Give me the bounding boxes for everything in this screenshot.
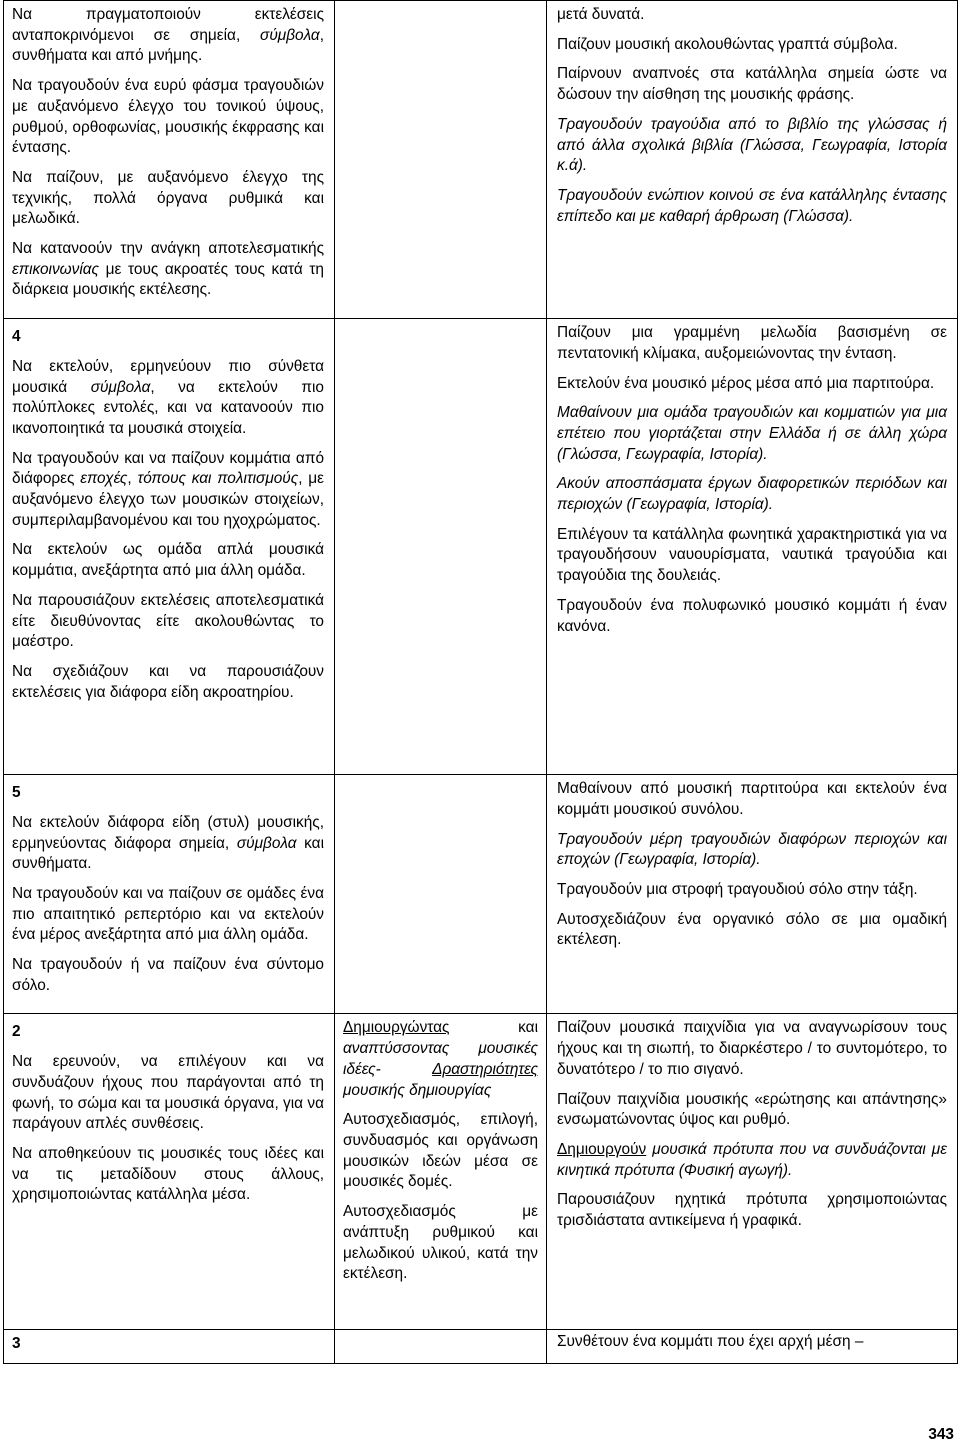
text-run: Παίζουν μουσική ακολουθώντας γραπτά σύμβολα. xyxy=(557,35,898,53)
paragraph xyxy=(557,910,947,951)
paragraph xyxy=(557,830,947,871)
text-run: , με αυξανόμενο έλεγχο των μουσικών στοιχείων, συμπεριλαμβανομένου και του ηχοχρώματος. xyxy=(12,470,325,529)
emphasized-text: εποχές xyxy=(80,470,128,488)
paragraph xyxy=(557,1190,947,1231)
paragraph xyxy=(12,1144,324,1206)
text-run: Να τραγουδούν ή να παίζουν ένα σύντομο σόλο. xyxy=(12,956,324,994)
paragraph xyxy=(12,168,324,230)
text-run: Να εκτελούν διάφορα είδη (στυλ) μουσικής, ερμηνεύοντας διάφορα σημεία, xyxy=(12,813,324,852)
activities-cell xyxy=(547,1,958,319)
text-run: , xyxy=(127,470,138,488)
text-run: Να πραγματοποιούν εκτελέσεις ανταποκρινόμενοι σε σημεία, xyxy=(12,6,324,44)
paragraph xyxy=(12,5,324,67)
paragraph xyxy=(557,1332,947,1353)
paragraph xyxy=(557,64,947,105)
text-run: Παίρνουν αναπνοές στα κατάλληλα σημεία ώστε να δώσουν την αίσθηση της μουσικής φράσης. xyxy=(557,65,947,104)
emphasized-text: σύμβολα xyxy=(260,26,320,44)
text-run: Να εκτελούν, ερμηνεύουν πιο σύνθετα μουσικά xyxy=(12,357,324,396)
objectives-cell xyxy=(4,319,335,775)
paragraph xyxy=(557,474,947,515)
curriculum-table-body xyxy=(4,1,958,1364)
paragraph xyxy=(557,1018,947,1080)
text-run: και xyxy=(449,1019,538,1037)
paragraph xyxy=(557,779,947,820)
paragraph xyxy=(557,525,947,587)
text-run: μετά δυνατά. xyxy=(557,6,645,23)
emphasized-text: Μαθαίνουν μια ομάδα τραγουδιών και κομματιών για μια επέτειο που γιορτάζεται στην Ελλάδα ή σε άλλη χώρα (Γλώσσα, Γεωγραφία, Ιστορία). xyxy=(557,404,947,463)
text-run: Να τραγουδούν και να παίζουν κομμάτια από διάφορες xyxy=(12,449,324,488)
emphasized-text: μουσικής δημιουργίας xyxy=(343,1081,492,1099)
text-run: Επιλέγουν τα κατάλληλα φωνητικά χαρακτηριστικά για να τραγουδήσουν ναυουρίσματα, ναυτικά τραγούδια και τραγούδια της δουλειάς. xyxy=(557,525,947,585)
level-number: 2 xyxy=(12,1023,21,1041)
text-run: Παίζουν παιχνίδια μουσικής «ερώτησης και απάντησης» ενσωματώνοντας ύψος και ρυθμό. xyxy=(557,1090,947,1129)
emphasized-text: μουσικά πρότυπα που να συνδυάζονται με κινητικά πρότυπα (Φυσική αγωγή). xyxy=(557,1140,947,1179)
paragraph xyxy=(12,813,324,875)
table-row xyxy=(4,1330,958,1364)
paragraph xyxy=(557,403,947,465)
paragraph xyxy=(557,374,947,395)
paragraph xyxy=(557,596,947,637)
text-run: Παρουσιάζουν ηχητικά πρότυπα χρησιμοποιώντας τρισδιάστατα αντικείμενα ή γραφικά. xyxy=(557,1191,947,1230)
emphasized-text: Τραγουδούν μέρη τραγουδιών διαφόρων περιοχών και εποχών (Γεωγραφία, Ιστορία). xyxy=(557,830,947,869)
paragraph xyxy=(12,1052,324,1135)
text-run: Παίζουν μουσικά παιχνίδια για να αναγνωρίσουν τους ήχους και τη σιωπή, το διαρκέστερο / το συντομότερο, το δυνατότερο / το πιο σιγανό. xyxy=(557,1019,947,1078)
emphasized-text: Δραστηριότητες xyxy=(432,1060,538,1078)
table-row xyxy=(4,775,958,1014)
page-number: 343 xyxy=(928,1426,954,1443)
paragraph xyxy=(557,35,947,56)
objectives-cell xyxy=(4,1330,335,1364)
text-run: και συνθήματα. xyxy=(12,834,325,873)
table-row xyxy=(4,1,958,319)
emphasized-text: σύμβολα xyxy=(90,378,151,396)
activities-cell xyxy=(547,319,958,775)
text-run: Συνθέτουν ένα κομμάτι που έχει αρχή μέση – xyxy=(557,1333,864,1351)
text-run: Μαθαίνουν από μουσική παρτιτούρα και εκτελούν ένα κομμάτι μουσικού συνόλου. xyxy=(557,780,947,818)
paragraph xyxy=(12,449,324,532)
emphasized-text: Τραγουδούν τραγούδια από το βιβλίο της γλώσσας ή από άλλα σχολικά βιβλία (Γλώσσα, Γεωγραφία, Ιστορία κ.ά). xyxy=(557,115,947,175)
emphasized-text: αναπτύσσοντας μουσικές ιδέες- xyxy=(343,1040,538,1078)
emphasized-text: Τραγουδούν ενώπιον κοινού σε ένα κατάλληλης έντασης επίπεδο και με καθαρή άρθρωση (Γλώσσα). xyxy=(557,186,947,225)
text-run: Να αποθηκεύουν τις μουσικές τους ιδέες και να τις μεταδίδουν στους άλλους, χρησιμοποιώντας κατάλληλα μέσα. xyxy=(12,1144,324,1204)
paragraph xyxy=(12,76,324,159)
activities-cell xyxy=(547,1014,958,1330)
paragraph xyxy=(12,955,324,996)
text-run: Τραγουδούν μια στροφή τραγουδιού σόλο στην τάξη. xyxy=(557,880,918,898)
text-run: Να τραγουδούν και να παίζουν σε ομάδες ένα πιο απαιτητικό ρεπερτόριο και να εκτελούν ένα μέρος ανεξάρτητα από μια άλλη ομάδα. xyxy=(12,884,324,944)
emphasized-text: επικοινωνίας xyxy=(12,260,100,278)
objectives-cell xyxy=(4,1014,335,1330)
topic-cell xyxy=(335,775,547,1014)
paragraph xyxy=(557,1140,947,1181)
objectives-cell xyxy=(4,1,335,319)
paragraph xyxy=(343,1110,538,1193)
level-number: 3 xyxy=(12,1335,21,1353)
paragraph xyxy=(12,884,324,946)
text-run: Αυτοσχεδιασμός με ανάπτυξη ρυθμικού και μελωδικού υλικού, κατά την εκτέλεση. xyxy=(343,1203,538,1283)
text-run: , να εκτελούν πιο πολύπλοκες εντολές, και να κατανοούν πιο ικανοποιητικά τα μουσικά στοιχεία. xyxy=(12,378,324,437)
emphasized-text: τόπους και πολιτισμούς xyxy=(137,470,299,488)
text-run: Εκτελούν ένα μουσικό μέρος μέσα από μια παρτιτούρα. xyxy=(557,374,935,392)
paragraph xyxy=(12,239,324,301)
text-run: Να τραγουδούν ένα ευρύ φάσμα τραγουδιών με αυξανόμενο έλεγχο του τονικού ύψους, ρυθμού, ορθοφωνίας, μουσικής έκφρασης και έντασης. xyxy=(12,77,324,157)
emphasized-text: σύμβολα xyxy=(236,834,297,852)
level-number: 5 xyxy=(12,784,21,802)
text-run: , συνθήματα και από μνήμης. xyxy=(12,26,324,65)
text-run: Να σχεδιάζουν και να παρουσιάζουν εκτελέσεις για διάφορα είδη ακροατηρίου. xyxy=(12,662,324,701)
emphasized-text: Δημιουργούν xyxy=(557,1140,647,1158)
emphasized-text: Ακούν αποσπάσματα έργων διαφορετικών περιόδων και περιοχών (Γεωγραφία, Ιστορία). xyxy=(557,475,947,514)
text-run: Να εκτελούν ως ομάδα απλά μουσικά κομμάτια, ανεξάρτητα από μια άλλη ομάδα. xyxy=(12,541,324,580)
curriculum-table xyxy=(3,0,958,1364)
topic-cell xyxy=(335,1330,547,1364)
topic-cell xyxy=(335,319,547,775)
paragraph xyxy=(12,662,324,703)
activities-cell xyxy=(547,1330,958,1364)
level-number: 4 xyxy=(12,328,21,346)
paragraph xyxy=(557,880,947,901)
text-run: με τους ακροατές τους κατά τη διάρκεια μουσικής εκτέλεσης. xyxy=(12,260,324,299)
emphasized-text: Δημιουργώντας xyxy=(343,1019,450,1037)
table-row xyxy=(4,319,958,775)
activities-cell xyxy=(547,775,958,1014)
paragraph xyxy=(557,323,947,364)
topic-cell xyxy=(335,1,547,319)
text-run: Αυτοσχεδιασμός, επιλογή, συνδυασμός και οργάνωση μουσικών ιδεών μέσα σε μουσικές δομές. xyxy=(343,1111,538,1191)
text-run: Παίζουν μια γραμμένη μελωδία βασισμένη σε πεντατονική κλίμακα, αυξομειώνοντας την ένταση. xyxy=(557,324,947,362)
paragraph xyxy=(557,115,947,177)
topic-cell xyxy=(335,1014,547,1330)
objectives-cell xyxy=(4,775,335,1014)
text-run: Να παρουσιάζουν εκτελέσεις αποτελεσματικά είτε διευθύνοντας είτε ακολουθώντας το μαέστρο. xyxy=(12,591,324,651)
paragraph xyxy=(343,1018,538,1101)
paragraph xyxy=(12,357,324,440)
paragraph xyxy=(12,540,324,581)
text-run: Να παίζουν, με αυξανόμενο έλεγχο της τεχνικής, πολλά όργανα ρυθμικά και μελωδικά. xyxy=(12,168,324,228)
text-run: Τραγουδούν ένα πολυφωνικό μουσικό κομμάτι ή έναν κανόνα. xyxy=(557,596,947,635)
paragraph xyxy=(557,186,947,227)
paragraph xyxy=(343,1202,538,1285)
paragraph xyxy=(557,1090,947,1131)
text-run: Να κατανοούν την ανάγκη αποτελεσματικής xyxy=(12,240,324,258)
text-run: Αυτοσχεδιάζουν ένα οργανικό σόλο σε μια ομαδική εκτέλεση. xyxy=(557,910,947,949)
paragraph xyxy=(557,5,947,26)
paragraph xyxy=(12,591,324,653)
text-run: Να ερευνούν, να επιλέγουν και να συνδυάζουν ήχους που παράγονται από τη φωνή, το σώμα και τα μουσικά όργανα, για να παράγουν απλές συνθέσεις. xyxy=(12,1053,324,1133)
table-row xyxy=(4,1014,958,1330)
